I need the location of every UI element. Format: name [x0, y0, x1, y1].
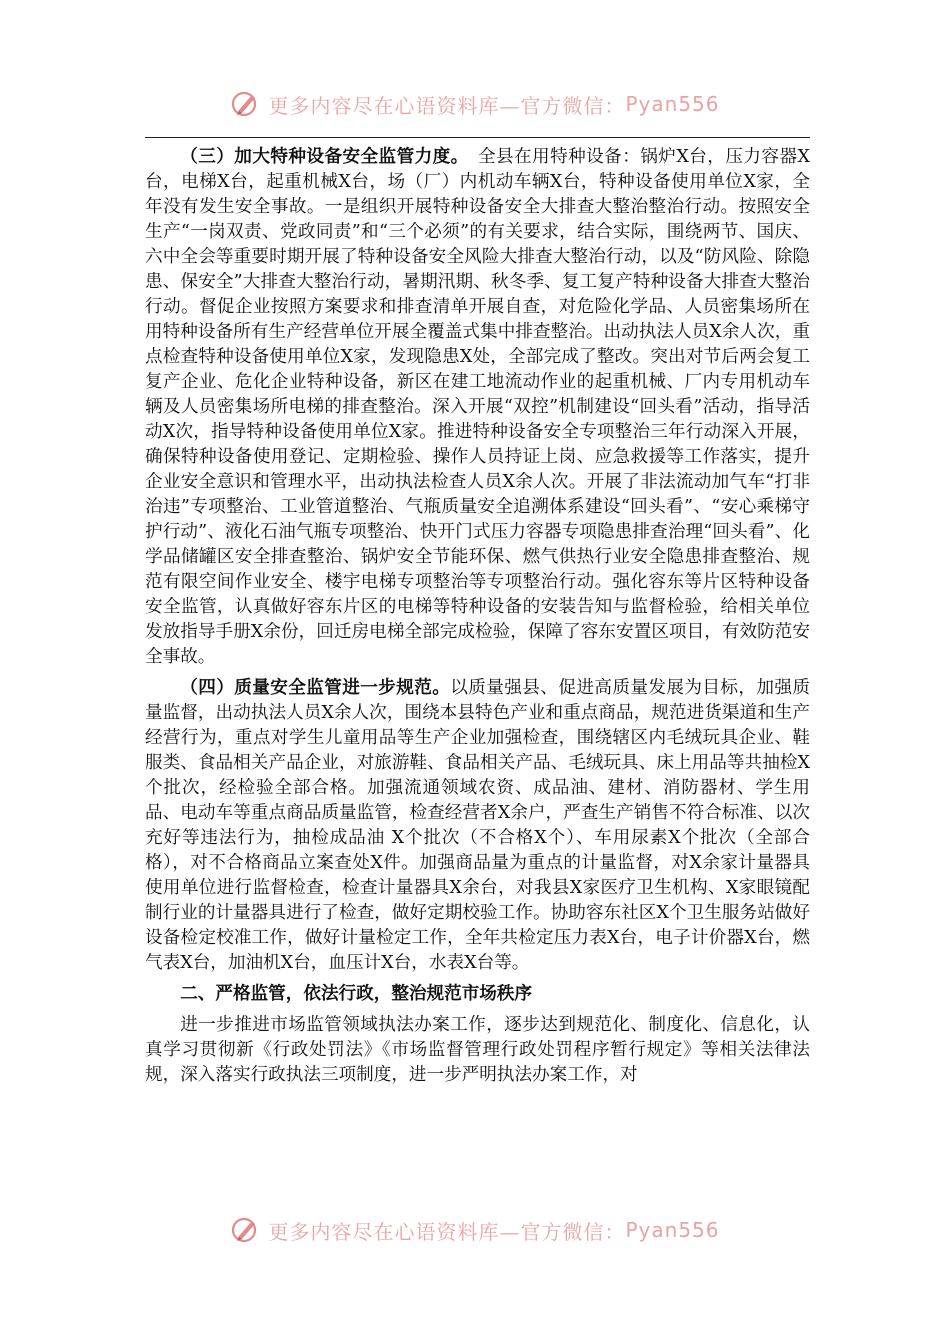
- section-body: 全县在用特种设备：锅炉X台，压力容器X台，电梯X台，起重机械X台，场（厂）内机动车辆X台，特种设备使用单位X家，全年没有发生安全事故。一是组织开展特种设备安全大排查大整治整治行动。按照安全生产“一岗双责、党政同责”和“三个必须”的有关要求，结合实际，围绕两节、国庆、六中全会等重要时期开展了特种设备安全风险大排查大整治行动，以及“防风险、除隐患、保安全”大排查大整治行动，暑期汛期、秋冬季、复工复产特种设备大排查大整治行动。督促企业按照方案要求和排查清单开展自查，对危险化学品、人员密集场所在用特种设备所有生产经营单位开展全覆盖式集中排查整治。出动执法人员X余人次，重点检查特种设备使用单位X家，发现隐患X处，全部完成了整改。突出对节后两会复工复产企业、危化企业特种设备，新区在建工地流动作业的起重机械、厂内专用机动车辆及人员密集场所电梯的排查整治。深入开展“双控”机制建设“回头看”活动，指导活动X次，指导特种设备使用单位X家。推进特种设备安全专项整治三年行动深入开展，确保特种设备使用登记、定期检验、操作人员持证上岗、应急救援等工作落实，提升企业安全意识和管理水平，出动执法检查人员X余人次。开展了非法流动加气车“打非治违”专项整治、工业管道整治、气瓶质量安全追溯体系建设“回头看”、“安心乘梯守护行动”、液化石油气瓶专项整治、快开门式压力容器专项隐患排查治理“回头看”、化学品储罐区安全排查整治、锅炉安全节能环保、燃气供热行业安全隐患排查整治、规范有限空间作业安全、楼宇电梯专项整治等专项整治行动。强化容东等片区特种设备安全监管，认真做好容东片区的电梯等特种设备的安装告知与监督检验，给相关单位发放指导手册X余份，回迁房电梯全部完成检验，保障了容东安置区项目，有效防范安全事故。: [145, 147, 810, 667]
- pen-logo-icon: [230, 89, 260, 119]
- section-heading: （四）质量安全监管进一步规范。: [180, 677, 451, 698]
- document-body: [145, 144, 810, 1088]
- section-heading: 二、严格监管，依法行政，整治规范市场秩序: [180, 983, 533, 1004]
- watermark-id: Pyan556: [625, 92, 720, 116]
- footer-watermark: [0, 1208, 950, 1252]
- section-quality-safety: [145, 675, 810, 976]
- watermark-id: Pyan556: [625, 1218, 720, 1242]
- header-watermark: [0, 82, 950, 126]
- section-market-order-body: [145, 1012, 810, 1088]
- section-body: 进一步推进市场监管领域执法办案工作，逐步达到规范化、制度化、信息化，认真学习贯彻新《行政处罚法》《市场监督管理行政处罚程序暂行规定》等相关法律法规，深入落实行政执法三项制度，进一步严明执法办案工作，对: [145, 1015, 810, 1085]
- watermark-text: 更多内容尽在心语资料库—官方微信：: [268, 93, 626, 118]
- header-rule: [145, 137, 810, 138]
- section-body: 以质量强县、促进高质量发展为目标，加强质量监督，出动执法人员X余人次，围绕本县特色产业和重点商品，规范进货渠道和生产经营行为，重点对学生儿童用品等生产企业加强检查，围绕辖区内毛绒玩具企业、鞋服类、食品相关产品企业，对旅游鞋、食品相关产品、毛绒玩具、床上用品等共抽检X个批次，经检验全部合格。加强流通领域农资、成品油、建材、消防器材、学生用品、电动车等重点商品质量监管，检查经营者X余户，严查生产销售不符合标准、以次充好等违法行为，抽检成品油 X个批次（不合格X个）、车用尿素X个批次（全部合格），对不合格商品立案查处X件。加强商品量为重点的计量监督，对X余家计量器具使用单位进行监督检查，检查计量器具X余台，对我县X家医疗卫生机构、X家眼镜配制行业的计量器具进行了检查，做好定期校验工作。协助容东社区X个卫生服务站做好设备检定校准工作，做好计量检定工作，全年共检定压力表X台，电子计价器X台，燃气表X台，加油机X台，血压计X台，水表X台等。: [145, 678, 810, 973]
- section-market-order-title: [145, 981, 810, 1007]
- section-heading: （三）加大特种设备安全监管力度。: [180, 146, 460, 167]
- pen-logo-icon: [230, 1215, 260, 1245]
- watermark-text: 更多内容尽在心语资料库—官方微信：: [268, 1219, 626, 1244]
- section-special-equipment: [145, 144, 810, 670]
